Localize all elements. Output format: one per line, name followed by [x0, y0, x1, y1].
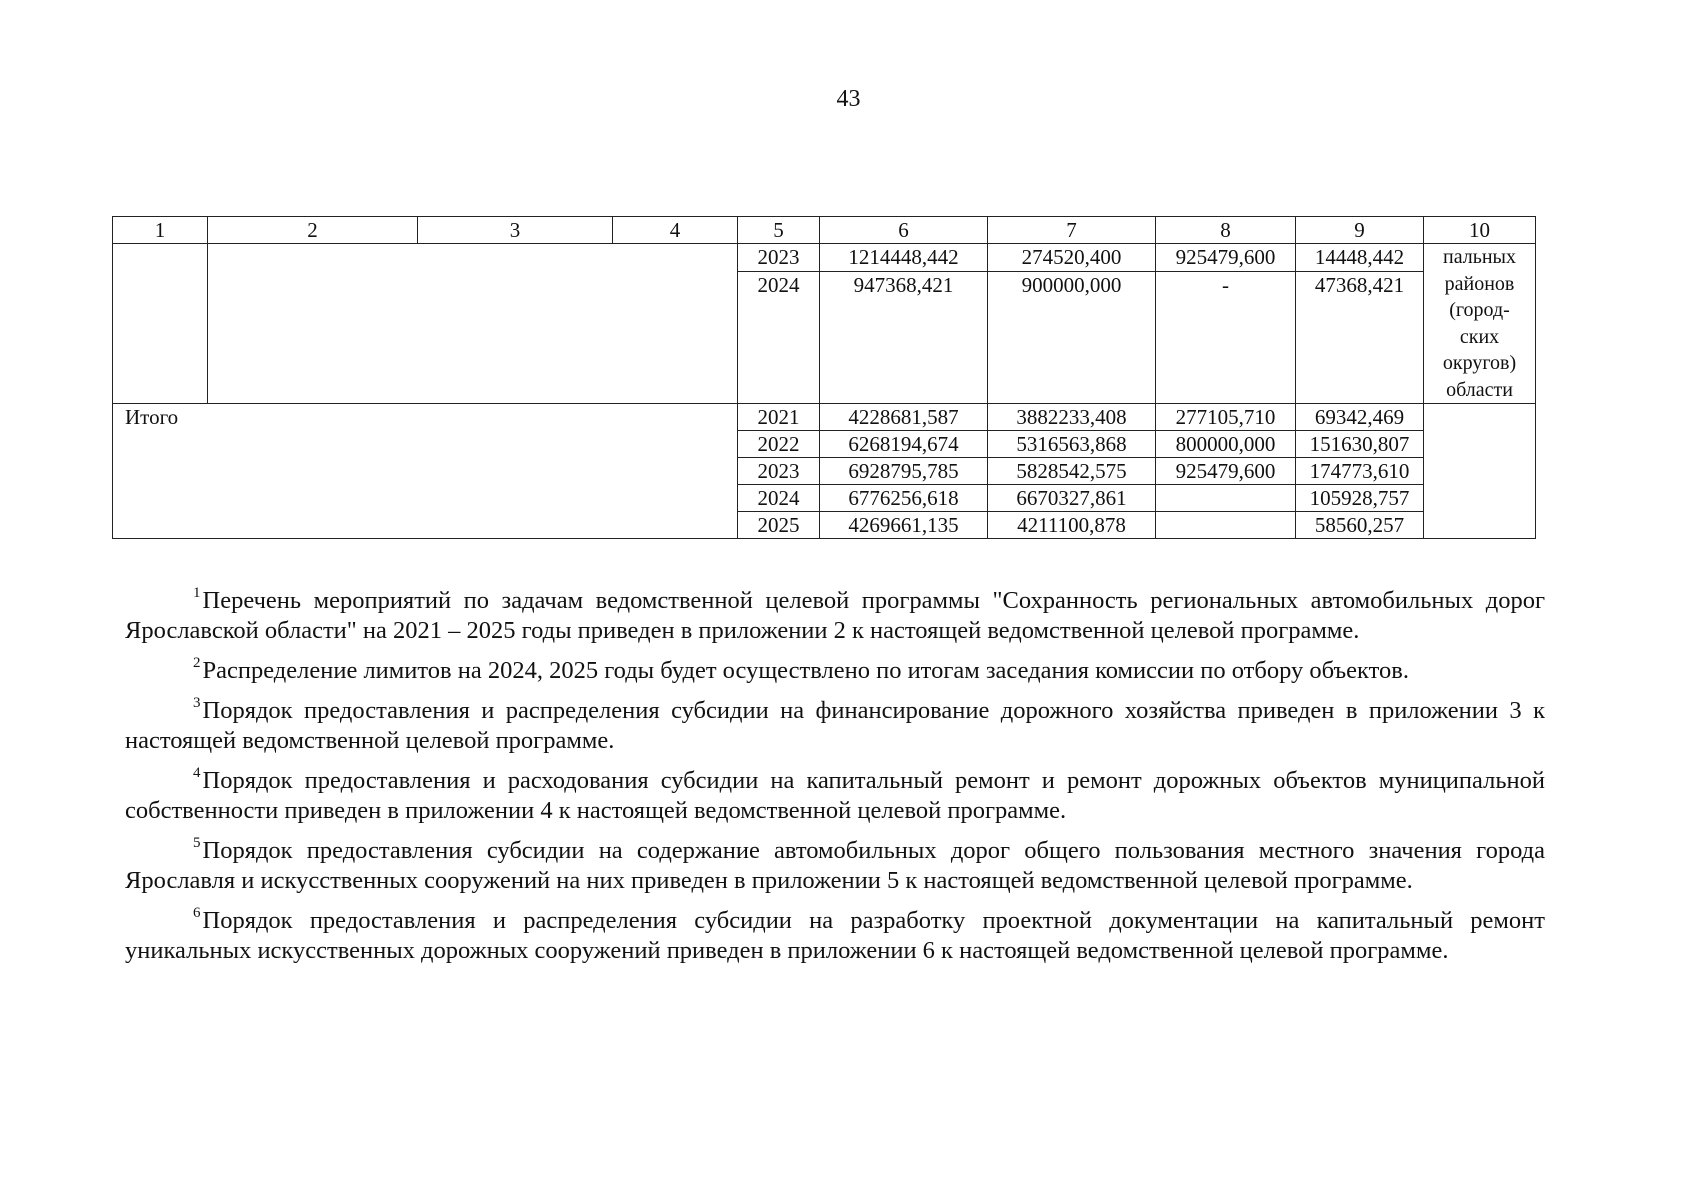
amount-cell: 6776256,618 — [820, 485, 988, 512]
amount-cell: 58560,257 — [1296, 512, 1424, 539]
amount-cell: 925479,600 — [1156, 458, 1296, 485]
year-cell: 2023 — [738, 458, 820, 485]
amount-cell: 174773,610 — [1296, 458, 1424, 485]
amount-cell: 69342,469 — [1296, 404, 1424, 431]
page-number: 43 — [836, 86, 861, 112]
footnote — [125, 758, 1545, 826]
footnote — [125, 648, 1545, 686]
amount-cell: 1214448,442 — [820, 244, 988, 272]
header-cell: 6 — [820, 217, 988, 244]
amount-cell: 4228681,587 — [820, 404, 988, 431]
year-cell: 2022 — [738, 431, 820, 458]
footnote-text: Порядок предоставления и распределения субсидии на финансирование дорожного хозяйства приведен в приложении 3 к настоящей ведомственной целевой программе. — [125, 697, 1545, 754]
table-header-row — [113, 217, 1536, 244]
amount-cell: 151630,807 — [1296, 431, 1424, 458]
footnote-text: Порядок предоставления и расходования субсидии на капитальный ремонт и ремонт дорожных объектов муниципальной собственности приведен в приложении 4 к настоящей ведомственной целевой программе. — [125, 767, 1545, 824]
note-line: области — [1446, 378, 1513, 401]
amount-cell: 277105,710 — [1156, 404, 1296, 431]
amount-cell: 5828542,575 — [988, 458, 1156, 485]
amount-cell: 6670327,861 — [988, 485, 1156, 512]
amount-cell: 105928,757 — [1296, 485, 1424, 512]
footnote — [125, 688, 1545, 756]
footnote-text: Перечень мероприятий по задачам ведомственной целевой программы "Сохранность региональных автомобильных дорог Ярославской области" на 2021 – 2025 годы приведен в приложении 2 к настоящей ведомственной целевой программе. — [125, 587, 1545, 644]
header-cell: 4 — [613, 217, 738, 244]
amount-cell: 3882233,408 — [988, 404, 1156, 431]
amount-cell: 6268194,674 — [820, 431, 988, 458]
footnote — [125, 828, 1545, 896]
amount-cell: 47368,421 — [1296, 272, 1424, 404]
footnote-number: 1 — [193, 585, 201, 601]
empty-cell — [113, 244, 208, 404]
header-cell: 2 — [208, 217, 418, 244]
footnote-number: 4 — [193, 765, 201, 781]
amount-cell: 800000,000 — [1156, 431, 1296, 458]
footnote-text: Распределение лимитов на 2024, 2025 годы будет осуществлено по итогам заседания комиссии по отбору объектов. — [202, 657, 1409, 684]
itogo-label: Итого — [113, 404, 738, 539]
year-cell: 2023 — [738, 244, 820, 272]
footnote-text: Порядок предоставления субсидии на содержание автомобильных дорог общего пользования местного значения города Ярославля и искусственных сооружений на них приведен в приложении 5 к настоящей ведомственной целевой программе. — [125, 837, 1545, 894]
amount-cell: 947368,421 — [820, 272, 988, 404]
year-cell: 2025 — [738, 512, 820, 539]
header-cell: 1 — [113, 217, 208, 244]
footnote-number: 6 — [193, 905, 201, 921]
amount-cell — [1156, 512, 1296, 539]
amount-cell: 6928795,785 — [820, 458, 988, 485]
amount-cell — [1156, 485, 1296, 512]
note-line: округов) — [1442, 352, 1517, 374]
note-line: (город- — [1449, 299, 1510, 321]
header-cell: 8 — [1156, 217, 1296, 244]
table-row — [113, 244, 1536, 272]
footnote — [125, 898, 1545, 966]
footnote — [125, 578, 1545, 646]
amount-cell: 5316563,868 — [988, 431, 1156, 458]
header-cell: 5 — [738, 217, 820, 244]
amount-cell: 274520,400 — [988, 244, 1156, 272]
budget-table — [112, 216, 1536, 539]
col10-note-cell — [1424, 244, 1536, 404]
footnote-number: 3 — [193, 695, 201, 711]
year-cell: 2024 — [738, 485, 820, 512]
empty-cell — [1424, 404, 1536, 539]
amount-cell: 4269661,135 — [820, 512, 988, 539]
footnotes — [125, 578, 1545, 968]
note-line: пальных — [1443, 246, 1516, 268]
amount-cell: 14448,442 — [1296, 244, 1424, 272]
footnote-text: Порядок предоставления и распределения субсидии на разработку проектной документации на капитальный ремонт уникальных искусственных дорожных сооружений приведен в приложении 6 к настоящей ведомственной целевой программе. — [125, 907, 1545, 964]
amount-cell: - — [1156, 272, 1296, 404]
footnote-number: 5 — [193, 835, 201, 851]
header-cell: 7 — [988, 217, 1156, 244]
header-cell: 9 — [1296, 217, 1424, 244]
year-cell: 2021 — [738, 404, 820, 431]
amount-cell: 4211100,878 — [988, 512, 1156, 539]
empty-cell — [208, 244, 738, 404]
year-cell: 2024 — [738, 272, 820, 404]
note-line: районов — [1444, 272, 1515, 295]
amount-cell: 900000,000 — [988, 272, 1156, 404]
table-row — [113, 404, 1536, 431]
amount-cell: 925479,600 — [1156, 244, 1296, 272]
header-cell: 10 — [1424, 217, 1536, 244]
note-line: ских — [1459, 325, 1500, 348]
footnote-number: 2 — [193, 655, 201, 671]
header-cell: 3 — [418, 217, 613, 244]
